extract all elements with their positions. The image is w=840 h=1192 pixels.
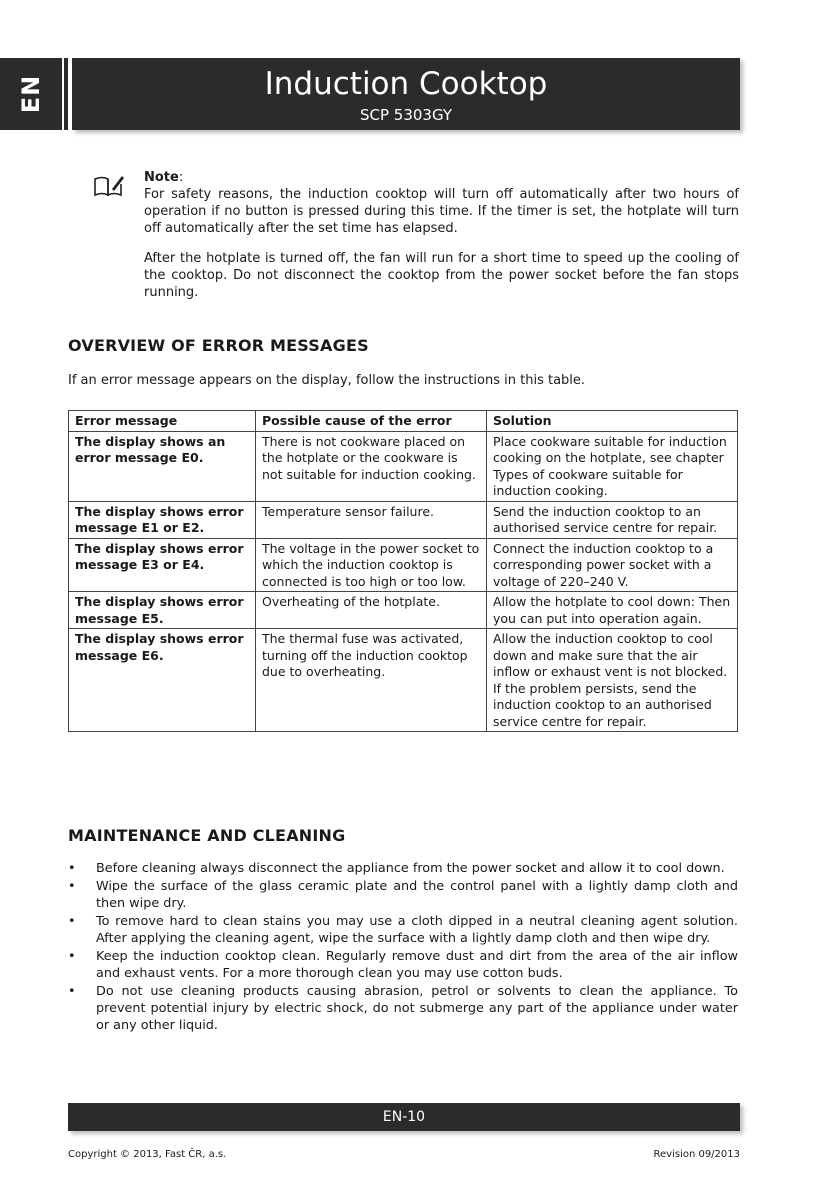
cause-cell: There is not cookware placed on the hotplate or the cookware is not suitable for induction cooking. [256, 431, 487, 501]
maintenance-section-title: MAINTENANCE AND CLEANING [68, 826, 346, 845]
error-message-cell: The display shows an error message E0. [69, 431, 256, 501]
copyright: Copyright © 2013, Fast ČR, a.s. [68, 1149, 227, 1160]
note-paragraph: For safety reasons, the induction cooktop will turn off automatically after two hours of operation if no button is pressed during this time. If the timer is set, the hotplate will turn off automatically after the set time has elapsed. [144, 187, 739, 236]
cause-cell: Temperature sensor failure. [256, 501, 487, 538]
table-row [69, 538, 738, 592]
error-intro: If an error message appears on the display, follow the instructions in this table. [68, 373, 586, 388]
list-item [68, 913, 738, 947]
page-number: EN-10 [382, 1109, 426, 1125]
revision: Revision 09/2013 [653, 1149, 740, 1160]
error-message-cell: The display shows error message E5. [69, 592, 256, 629]
note-paragraph: After the hotplate is turned off, the fan will run for a short time to speed up the cooling of the cooktop. Do not disconnect the cooktop from the power socket before the fan stops running. [144, 251, 739, 300]
list-item [68, 860, 738, 877]
solution-cell: Place cookware suitable for induction cooking on the hotplate, see chapter Types of cookware suitable for induction cooking. [487, 431, 738, 501]
page-number-bar [68, 1103, 740, 1131]
table-row [69, 592, 738, 629]
column-header: Error message [69, 411, 256, 432]
note-label: Note [144, 170, 179, 185]
language-label: EN [17, 74, 45, 114]
list-item-text: To remove hard to clean stains you may use a cloth dipped in a neutral cleaning agent solution. After applying the cleaning agent, wipe the surface with a lightly damp cloth and then wipe dry. [96, 914, 738, 946]
table-header-row [69, 411, 738, 432]
table-row [69, 629, 738, 732]
error-message-cell: The display shows error message E1 or E2. [69, 501, 256, 538]
note-heading: Note: [144, 170, 184, 185]
cause-cell: The voltage in the power socket to which the induction cooktop is connected is too high or too low. [256, 538, 487, 592]
model-number: SCP 5303GY [359, 106, 453, 124]
maintenance-list [68, 860, 738, 1035]
column-header: Solution [487, 411, 738, 432]
list-item-text: Do not use cleaning products causing abrasion, petrol or solvents to clean the appliance. To prevent potential injury by electric shock, do not submerge any part of the appliance under water or any other liquid. [96, 984, 738, 1033]
note-book-icon [93, 174, 125, 198]
language-tab [0, 58, 62, 130]
solution-cell: Allow the hotplate to cool down: Then you can put into operation again. [487, 592, 738, 629]
list-item-text: Wipe the surface of the glass ceramic plate and the control panel with a lightly damp cloth and then wipe dry. [96, 879, 738, 911]
page-header [72, 58, 740, 130]
cause-cell: Overheating of the hotplate. [256, 592, 487, 629]
note-body [144, 169, 739, 301]
table-row [69, 431, 738, 501]
column-header: Possible cause of the error [256, 411, 487, 432]
page-title: Induction Cooktop [264, 66, 548, 102]
bullet-icon: • [68, 949, 76, 964]
bullet-icon: • [68, 914, 76, 929]
bullet-icon: • [68, 984, 76, 999]
table-row [69, 501, 738, 538]
error-message-cell: The display shows error message E3 or E4. [69, 538, 256, 592]
header-separator [64, 58, 68, 130]
list-item [68, 948, 738, 982]
solution-cell: Send the induction cooktop to an authorised service centre for repair. [487, 501, 738, 538]
note-block [93, 169, 739, 314]
error-message-cell: The display shows error message E6. [69, 629, 256, 732]
list-item [68, 983, 738, 1034]
cause-cell: The thermal fuse was activated, turning off the induction cooktop due to overheating. [256, 629, 487, 732]
solution-cell: Connect the induction cooktop to a corresponding power socket with a voltage of 220–240 V. [487, 538, 738, 592]
bullet-icon: • [68, 879, 76, 894]
solution-cell: Allow the induction cooktop to cool down and make sure that the air inflow or exhaust vent is not blocked. If the problem persists, send the induction cooktop to an authorised service centre for repair. [487, 629, 738, 732]
list-item-text: Before cleaning always disconnect the appliance from the power socket and allow it to cool down. [96, 861, 725, 876]
list-item-text: Keep the induction cooktop clean. Regularly remove dust and dirt from the area of the air inflow and exhaust vents. For a more thorough clean you may use cotton buds. [96, 949, 738, 981]
bullet-icon: • [68, 861, 76, 876]
list-item [68, 878, 738, 912]
error-section-title: OVERVIEW OF ERROR MESSAGES [68, 336, 369, 355]
error-table [68, 410, 738, 732]
